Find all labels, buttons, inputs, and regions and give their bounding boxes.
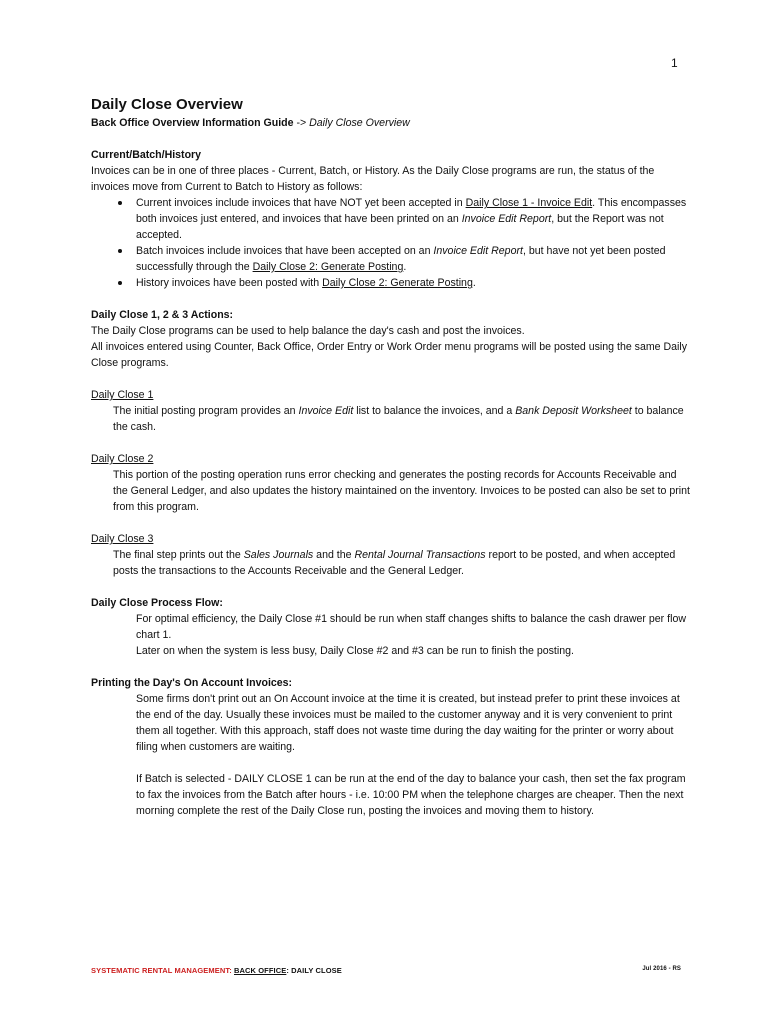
- document-body: [91, 95, 691, 819]
- list-item: [136, 195, 691, 243]
- link-daily-close-2[interactable]: Daily Close 2: Generate Posting: [252, 261, 404, 273]
- actions-line-2: All invoices entered using Counter, Back Office, Order Entry or Work Order menu programs will be posted using the same Daily Close programs.: [91, 341, 688, 369]
- breadcrumb-guide: Back Office Overview Information Guide: [91, 117, 294, 129]
- printing-heading: Printing the Day's On Account Invoices:: [91, 677, 293, 689]
- daily-close-2-text: This portion of the posting operation runs error checking and generates the posting records for Accounts Receivable and the General Ledger, and also updates the history maintained on the inventory. Invoices to be posted can also be set to print from this program.: [113, 469, 690, 513]
- link-daily-close-1[interactable]: Daily Close 1 - Invoice Edit: [465, 197, 593, 209]
- process-flow-line-2: Later on when the system is less busy, Daily Close #2 and #3 can be run to finish the posting.: [136, 645, 574, 657]
- text: report to be posted, and when accepted posts the transactions to the Accounts Receivable and the General Ledger.: [113, 549, 676, 577]
- cbh-list: [91, 195, 691, 291]
- link-daily-close-2-history[interactable]: Daily Close 2: Generate Posting: [322, 277, 473, 289]
- footer-product: SYSTEMATIC RENTAL MANAGEMENT:: [91, 966, 234, 975]
- footer-date: Jul 2016 - RS: [642, 966, 681, 972]
- process-flow-heading: Daily Close Process Flow:: [91, 597, 223, 609]
- bullet-text: .: [403, 261, 407, 273]
- daily-close-3-text: [91, 547, 691, 579]
- actions-line-1: The Daily Close programs can be used to help balance the day's cash and post the invoices.: [91, 325, 525, 337]
- bullet-text: , but the Report was not accepted.: [136, 213, 664, 241]
- italic-text: Sales Journals: [243, 549, 314, 561]
- italic-text: Invoice Edit: [298, 405, 354, 417]
- breadcrumb-current: Daily Close Overview: [309, 117, 410, 129]
- daily-close-3-heading: Daily Close 3: [91, 533, 154, 545]
- bullet-italic: Invoice Edit Report: [433, 245, 523, 257]
- bullet-italic: Invoice Edit Report: [461, 213, 552, 225]
- bullet-text: . This encompasses both invoices just entered, and invoices that have been printed on an: [136, 197, 687, 225]
- bullet-text: Current invoices include invoices that have NOT yet been accepted in: [136, 197, 466, 209]
- actions-heading: Daily Close 1, 2 & 3 Actions:: [91, 309, 234, 321]
- list-item: [136, 243, 691, 275]
- text: list to balance the invoices, and a: [353, 405, 516, 417]
- breadcrumb: [91, 115, 691, 131]
- breadcrumb-separator: ->: [293, 117, 310, 129]
- page-title: Daily Close Overview: [91, 96, 243, 113]
- printing-para-1: Some firms don't print out an On Account invoice at the time it is created, but instead prefer to print these invoices at the end of the day. Usually these invoices must be mailed to the customer anyway and it is very convenient to print them all together. With this approach, staff does not waste time during the day waiting for the printer or worry about filing when customers are waiting.: [136, 693, 680, 753]
- daily-close-1-text: [91, 403, 691, 435]
- process-flow-line-1: For optimal efficiency, the Daily Close #1 should be run when staff changes shifts to balance the cash drawer per flow chart 1.: [136, 613, 686, 641]
- bullet-text: Batch invoices include invoices that have been accepted on an: [136, 245, 434, 257]
- bullet-text: .: [472, 277, 476, 289]
- text: The final step prints out the: [113, 549, 244, 561]
- cbh-heading: Current/Batch/History: [91, 149, 202, 161]
- footer-section: : DAILY CLOSE: [286, 966, 342, 975]
- bullet-text: , but have not yet been posted successfully through the: [136, 245, 666, 273]
- daily-close-1-heading: Daily Close 1: [91, 389, 154, 401]
- text: The initial posting program provides an: [113, 405, 299, 417]
- daily-close-2-heading: Daily Close 2: [91, 453, 154, 465]
- list-item: [136, 275, 691, 291]
- bullet-text: History invoices have been posted with: [136, 277, 323, 289]
- italic-text: Rental Journal Transactions: [354, 549, 486, 561]
- printing-para-2: If Batch is selected - DAILY CLOSE 1 can be run at the end of the day to balance your cash, then set the fax program to fax the invoices from the Batch after hours - i.e. 10:00 PM when the telephone charges are cheaper. Then the next morning complete the rest of the Daily Close run, posting the invoices and moving them to history.: [136, 773, 686, 817]
- page-footer: [91, 966, 681, 975]
- text: to balance the cash.: [113, 405, 684, 433]
- text: and the: [313, 549, 355, 561]
- italic-text: Bank Deposit Worksheet: [515, 405, 632, 417]
- page-number: 1: [671, 56, 678, 70]
- footer-module: BACK OFFICE: [234, 966, 287, 975]
- cbh-intro: Invoices can be in one of three places - Current, Batch, or History. As the Daily Close programs are run, the status of the invoices move from Current to Batch to History as follows:: [91, 165, 655, 193]
